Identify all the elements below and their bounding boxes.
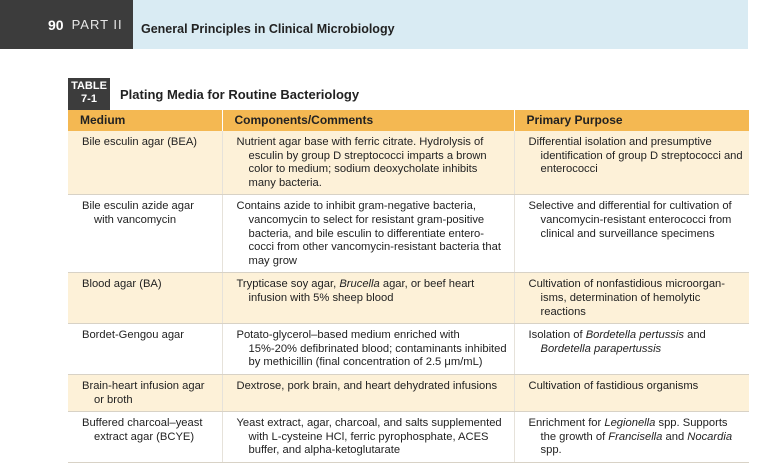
components-cell: [222, 273, 514, 324]
purpose-cell: [514, 195, 749, 273]
table-row: [68, 324, 749, 375]
medium-cell: [68, 412, 222, 463]
plating-media-table: [68, 110, 749, 463]
medium-cell: [68, 273, 222, 324]
table-row: [68, 195, 749, 273]
components-text-part: agar, or beef heart infusion with 5% sheep blood: [248, 278, 475, 304]
components-text: Contains azide to inhibit gram-negative bacteria, vancomycin to select for resistant gram-positive bacteria, and bile esculin to differentiate entero-cocci from other vancomycin-resistant bacteria that may grow: [236, 200, 501, 267]
table-badge-label: TABLE: [71, 80, 107, 92]
purpose-cell: [514, 324, 749, 375]
column-header-purpose: Primary Purpose: [514, 110, 749, 131]
table-row: [68, 412, 749, 463]
purpose-text: Selective and differential for cultivation of vancomycin-resistant enterococci from clinical and surveillance specimens: [528, 200, 732, 240]
table-row: [68, 273, 749, 324]
purpose-cell: [514, 131, 749, 195]
medium-text: Bordet-Gengou agar: [82, 329, 184, 342]
medium-text: Bile esculin agar (BEA): [82, 136, 198, 148]
purpose-text-part: Enrichment for: [528, 417, 605, 430]
purpose-text-part: Isolation of: [528, 329, 586, 342]
components-text: Yeast extract, agar, charcoal, and salts supplemented with L-cysteine HCl, ferric pyrophosphate, ACES buffer, and alpha-ketoglutarate: [236, 417, 502, 457]
table-row: [68, 131, 749, 195]
medium-cell: [68, 131, 222, 195]
table-badge-number: 7-1: [81, 93, 97, 105]
medium-text: Brain-heart infusion agar or broth: [82, 379, 205, 406]
components-text: Potato-glycerol–based medium enriched with 15%-20% defibrinated blood; contaminants inhibited by methicillin (final concentration of 2.5 μm/mL): [236, 329, 507, 369]
table-title: Plating Media for Routine Bacteriology: [120, 87, 360, 102]
components-text-part: Trypticase soy agar,: [236, 278, 340, 291]
purpose-text-part: spp. Supports the growth of: [540, 417, 728, 443]
chapter-title: General Principles in Clinical Microbiology: [141, 22, 395, 36]
components-text: Dextrose, pork brain, and heart dehydrated infusions: [236, 379, 498, 392]
page-tab: [0, 0, 133, 49]
species-name: Bordetella parapertussis: [540, 342, 662, 355]
species-name: Bordetella pertussis: [585, 329, 684, 342]
purpose-cell: [514, 374, 749, 411]
purpose-text: Cultivation of fastidious organisms: [528, 379, 699, 392]
medium-text: Blood agar (BA): [82, 278, 162, 291]
purpose-text-part: and: [662, 430, 688, 443]
purpose-cell: [514, 273, 749, 324]
medium-text: Bile esculin azide agar with vancomycin: [82, 200, 194, 226]
components-text: [237, 278, 508, 305]
purpose-text: [529, 417, 744, 458]
medium-cell: [68, 324, 222, 375]
purpose-text: Differential isolation and presumptive identification of group D streptococci and enterococci: [528, 136, 743, 176]
part-label: PART II: [71, 17, 123, 32]
column-header-medium: Medium: [68, 110, 222, 131]
components-cell: [222, 324, 514, 375]
genus-name: Nocardia: [687, 430, 733, 443]
components-cell: [222, 412, 514, 463]
genus-name: Brucella: [339, 278, 380, 291]
components-text: Nutrient agar base with ferric citrate. Hydrolysis of esculin by group D streptococci imparts a brown color to medium; sodium deoxycholate inhibits many bacteria.: [236, 136, 487, 189]
genus-name: Francisella: [608, 430, 663, 443]
purpose-cell: [514, 412, 749, 463]
page-number: 90: [48, 16, 64, 33]
purpose-text: [529, 329, 744, 356]
medium-text: Buffered charcoal–yeast extract agar (BCYE): [82, 417, 203, 443]
components-cell: [222, 131, 514, 195]
components-cell: [222, 195, 514, 273]
purpose-text-part: spp.: [540, 444, 562, 457]
components-cell: [222, 374, 514, 411]
table-row: [68, 374, 749, 411]
table-badge: [68, 78, 110, 110]
table-header-row: [68, 110, 749, 131]
column-header-components: Components/Comments: [222, 110, 514, 131]
genus-name: Legionella: [604, 417, 656, 430]
medium-cell: [68, 374, 222, 411]
purpose-text: Cultivation of nonfastidious microorgan-isms, determination of hemolytic reactions: [528, 278, 726, 318]
medium-cell: [68, 195, 222, 273]
running-header: [0, 0, 748, 49]
purpose-text-part: and: [683, 329, 706, 342]
